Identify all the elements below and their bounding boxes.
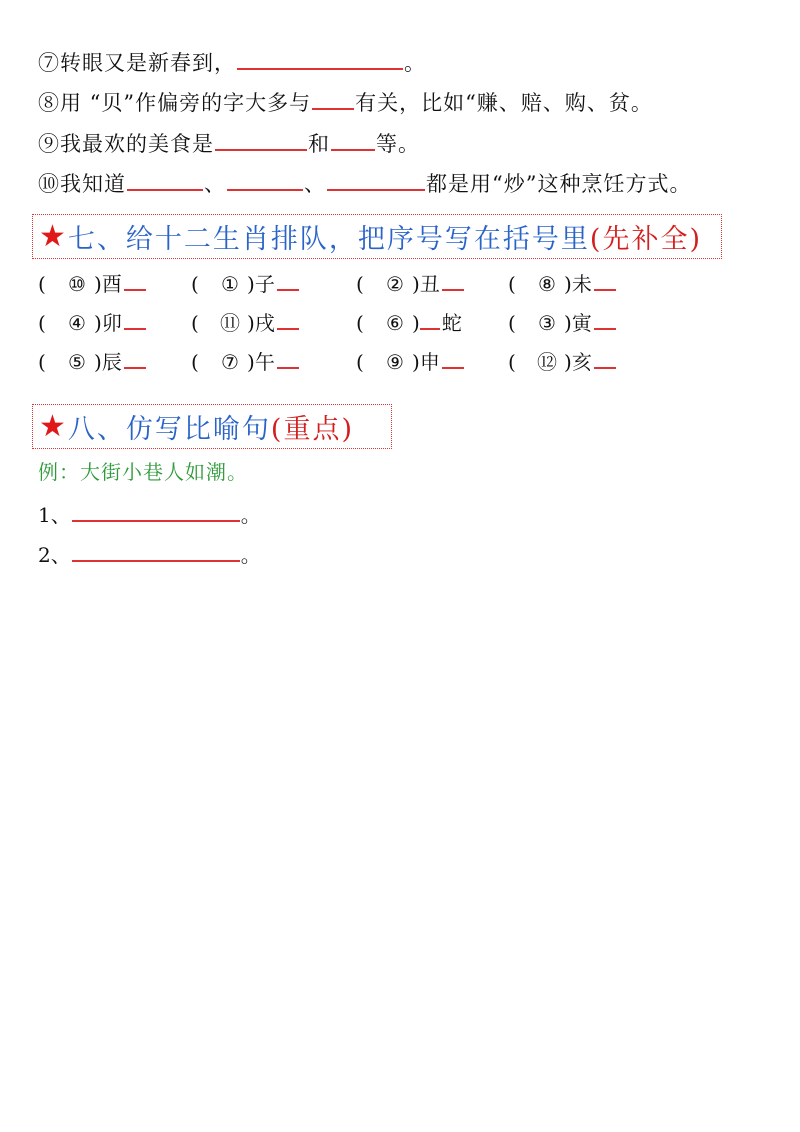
open-paren: ( <box>191 350 199 374</box>
zodiac-label: 蛇 <box>441 311 462 335</box>
open-paren: ( <box>356 311 364 335</box>
order-number[interactable]: ⑨ <box>386 350 404 374</box>
close-paren: ) <box>564 311 572 335</box>
order-number[interactable]: ③ <box>538 311 556 335</box>
answer-blank[interactable] <box>227 169 303 191</box>
zodiac-label: 未 <box>571 272 592 296</box>
animal-blank[interactable] <box>124 269 146 291</box>
order-number[interactable]: ⑧ <box>538 272 556 296</box>
section-8-header <box>32 404 392 449</box>
zodiac-label: 戌 <box>254 311 275 335</box>
zodiac-label: 申 <box>419 350 440 374</box>
question-8 <box>38 88 653 118</box>
section-7-header <box>32 214 722 259</box>
zodiac-cell <box>191 268 299 297</box>
zodiac-cell <box>38 346 146 375</box>
close-paren: ) <box>247 272 255 296</box>
question-10-sep: 、 <box>204 172 226 196</box>
answer-blank[interactable] <box>72 540 240 562</box>
section-7-note: (先补全) <box>589 224 702 255</box>
zodiac-label: 寅 <box>571 311 592 335</box>
answer-label: 2、 <box>38 543 71 567</box>
order-number[interactable]: ④ <box>68 311 86 335</box>
order-number[interactable]: ⑩ <box>68 272 86 296</box>
zodiac-label: 卯 <box>101 311 122 335</box>
zodiac-cell <box>191 307 299 336</box>
close-paren: ) <box>247 311 255 335</box>
answer-blank[interactable] <box>312 88 354 110</box>
answer-blank[interactable] <box>237 48 403 70</box>
close-paren: ) <box>564 350 572 374</box>
zodiac-label: 辰 <box>101 350 122 374</box>
zodiac-cell <box>38 307 146 336</box>
open-paren: ( <box>191 311 199 335</box>
question-9 <box>38 129 420 159</box>
question-10-text: ⑩我知道 <box>38 172 126 196</box>
open-paren: ( <box>191 272 199 296</box>
animal-blank[interactable] <box>124 308 146 330</box>
open-paren: ( <box>356 350 364 374</box>
order-number[interactable]: ⑪ <box>220 311 240 335</box>
zodiac-cell <box>508 346 616 375</box>
order-number[interactable]: ⑫ <box>537 350 557 374</box>
question-7-end: 。 <box>404 51 426 75</box>
open-paren: ( <box>508 272 516 296</box>
question-7-text: ⑦转眼又是新春到， <box>38 51 236 75</box>
zodiac-label: 子 <box>254 272 275 296</box>
order-number[interactable]: ⑥ <box>386 311 404 335</box>
zodiac-cell <box>191 346 299 375</box>
animal-blank[interactable] <box>594 269 616 291</box>
order-number[interactable]: ⑤ <box>68 350 86 374</box>
answer-blank[interactable] <box>215 129 307 151</box>
star-icon: ★ <box>39 219 66 254</box>
zodiac-label: 丑 <box>419 272 440 296</box>
star-icon: ★ <box>39 409 66 444</box>
order-number[interactable]: ② <box>386 272 404 296</box>
zodiac-cell <box>356 346 464 375</box>
close-paren: ) <box>247 350 255 374</box>
zodiac-cell <box>38 268 146 297</box>
answer-label: 1、 <box>38 503 71 527</box>
open-paren: ( <box>508 350 516 374</box>
order-number[interactable]: ⑦ <box>221 350 239 374</box>
zodiac-label: 午 <box>254 350 275 374</box>
answer-end: 。 <box>240 503 261 527</box>
close-paren: ) <box>94 350 102 374</box>
animal-blank[interactable] <box>594 347 616 369</box>
zodiac-label: 亥 <box>571 350 592 374</box>
question-10-sep: 、 <box>304 172 326 196</box>
close-paren: ) <box>412 272 420 296</box>
question-10-end: 都是用“炒”这种烹饪方式。 <box>426 172 692 196</box>
open-paren: ( <box>38 272 46 296</box>
close-paren: ) <box>412 311 420 335</box>
answer-blank[interactable] <box>331 129 375 151</box>
animal-blank[interactable] <box>442 269 464 291</box>
answer-line-2 <box>38 539 261 568</box>
open-paren: ( <box>38 350 46 374</box>
animal-blank[interactable] <box>124 347 146 369</box>
answer-line-1 <box>38 499 261 528</box>
question-7 <box>38 48 426 78</box>
zodiac-cell <box>356 307 462 336</box>
open-paren: ( <box>38 311 46 335</box>
answer-blank[interactable] <box>72 500 240 522</box>
question-10 <box>38 169 691 199</box>
zodiac-cell <box>508 268 616 297</box>
zodiac-cell <box>508 307 616 336</box>
animal-blank[interactable] <box>277 347 299 369</box>
zodiac-cell <box>356 268 464 297</box>
open-paren: ( <box>508 311 516 335</box>
question-9-text: ⑨我最欢的美食是 <box>38 132 214 156</box>
section-8-title: 八、仿写比喻句 <box>67 414 271 445</box>
branch-blank[interactable] <box>420 308 440 330</box>
answer-blank[interactable] <box>127 169 203 191</box>
order-number[interactable]: ① <box>221 272 239 296</box>
animal-blank[interactable] <box>277 269 299 291</box>
animal-blank[interactable] <box>442 347 464 369</box>
close-paren: ) <box>412 350 420 374</box>
animal-blank[interactable] <box>277 308 299 330</box>
answer-blank[interactable] <box>327 169 425 191</box>
section-8-note: (重点) <box>270 414 354 445</box>
answer-end: 。 <box>240 543 261 567</box>
open-paren: ( <box>356 272 364 296</box>
question-8-text-rest: 有关，比如“赚、赔、购、贫。 <box>355 91 653 115</box>
example-sentence: 例：大街小巷人如潮。 <box>38 460 248 484</box>
close-paren: ) <box>564 272 572 296</box>
zodiac-label: 酉 <box>101 272 122 296</box>
question-9-and: 和 <box>308 132 330 156</box>
animal-blank[interactable] <box>594 308 616 330</box>
question-9-end: 等。 <box>376 132 420 156</box>
question-8-text: ⑧用 “贝”作偏旁的字大多与 <box>38 91 312 115</box>
section-7-title: 七、给十二生肖排队，把序号写在括号里 <box>67 224 590 255</box>
close-paren: ) <box>94 311 102 335</box>
close-paren: ) <box>94 272 102 296</box>
